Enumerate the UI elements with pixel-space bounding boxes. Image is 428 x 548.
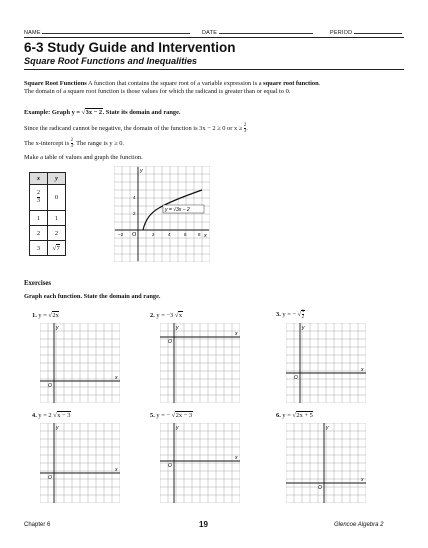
page-subtitle: Square Root Functions and Inequalities — [24, 56, 198, 66]
problem-5-grid — [160, 423, 240, 503]
y-axis-label: y — [56, 425, 59, 431]
problem-2: 2. y = −3 √x — [150, 312, 183, 319]
range-text: . The range is y ≥ 0. — [73, 139, 125, 147]
origin-label: O — [48, 383, 52, 389]
example-graph — [114, 166, 210, 262]
period-label: PERIOD — [330, 30, 353, 36]
row1-x-den: 3 — [37, 198, 40, 204]
table-cell-x: 3 — [30, 241, 48, 256]
problem-3-grid — [286, 323, 366, 403]
values-table — [29, 172, 66, 256]
footer-chapter: Chapter 6 — [24, 522, 51, 528]
table-intro: Make a table of values and graph the function. — [24, 154, 143, 161]
problem-pre: y = −3 — [156, 312, 175, 319]
grid-lines — [40, 323, 120, 403]
header-rule — [24, 37, 404, 38]
problem-radicand: 2x − 3 — [175, 412, 193, 419]
problem-6-grid — [286, 423, 366, 503]
exercises-instruction: Graph each function. State the domain and range. — [24, 293, 161, 300]
problem-5: 5. y = − √2x − 3 — [150, 412, 193, 419]
problem-pre: y = − — [282, 311, 298, 318]
origin-label: O — [318, 485, 322, 491]
problem-radicand: x − 3 — [57, 412, 71, 419]
subtitle-rule — [24, 69, 404, 70]
name-field — [24, 27, 190, 36]
y-tick-label: 2 — [133, 211, 136, 216]
frac-num: 2 — [243, 123, 247, 128]
origin-label: O — [168, 463, 172, 469]
problem-1: 1. y = √2x — [32, 312, 59, 319]
table-row — [30, 226, 66, 241]
date-field — [202, 27, 313, 36]
frac-den: 3 — [243, 129, 247, 134]
table-cell-y: 1 — [48, 211, 66, 226]
domain-text: Since the radicand cannot be negative, the domain of the function is 3x − 2 ≥ 0 or x ≥ — [24, 124, 244, 132]
xint-frac-num: 2 — [70, 138, 74, 143]
problem-4: 4. y = 2 √x − 3 — [32, 412, 71, 419]
y-axis-label: y — [302, 325, 305, 331]
problem-number: 3. — [276, 311, 281, 318]
xint-text: The x-intercept is — [24, 139, 71, 147]
period-field — [330, 27, 402, 36]
x-tick-label: −2 — [118, 232, 124, 237]
row1-x-num: 2 — [37, 190, 40, 196]
intro-term: Square Root Functions — [24, 80, 87, 87]
table-row — [30, 211, 66, 226]
grid-lines — [160, 323, 240, 403]
problem-radicand-den: 2 — [301, 315, 305, 320]
x-tick-label: 8 — [198, 232, 201, 237]
y-axis-label: y — [140, 168, 143, 174]
grid-lines — [286, 423, 366, 503]
example-intercept — [24, 138, 124, 149]
example-graph-label: y = √3x − 2 — [165, 207, 190, 213]
table-header-row — [30, 173, 66, 185]
table-cell-y: √7 — [48, 241, 66, 256]
problem-number: 2. — [150, 312, 155, 319]
example-task: Example: Graph y = √3x − 2. State its domain and range. — [24, 109, 181, 116]
y-axis-label: y — [326, 425, 329, 431]
x-axis-label: x — [204, 233, 207, 239]
problem-pre: y = 2 — [38, 412, 54, 419]
origin-label: O — [48, 475, 52, 481]
x-axis-label: x — [235, 455, 238, 461]
y-axis-label: y — [56, 325, 59, 331]
x-tick-label: 4 — [168, 232, 171, 237]
table-cell-y: 2 — [48, 226, 66, 241]
problem-number: 1. — [32, 312, 37, 319]
problem-radicand: x — [178, 312, 183, 319]
grid-lines — [40, 423, 120, 503]
origin-label: O — [132, 232, 137, 238]
problem-pre: y = — [282, 412, 293, 419]
problem-pre: y = — [38, 312, 49, 319]
intro-bold-term: square root function — [263, 80, 319, 87]
footer-book: Glencoe Algebra 2 — [334, 522, 384, 528]
domain-end: . — [246, 124, 248, 132]
problem-6: 6. y = √2x + 5 — [276, 412, 313, 419]
problem-3: 3. y = − √ $\frac{x}{2}$ — [276, 309, 305, 320]
y-axis-label: y — [176, 425, 179, 431]
problem-number: 4. — [32, 412, 37, 419]
problem-1-grid — [40, 323, 120, 403]
table-header-x: x — [30, 173, 48, 185]
origin-label: O — [168, 339, 172, 345]
row4-y: 7 — [56, 244, 60, 252]
footer-page-number: 19 — [199, 520, 208, 529]
example-task-b: . State its domain and range. — [102, 109, 181, 116]
date-label: DATE — [202, 30, 218, 36]
x-axis-label: x — [361, 477, 364, 483]
table-cell-x — [30, 185, 48, 211]
problem-2-grid — [160, 323, 240, 403]
problem-4-grid — [40, 423, 120, 503]
intro-paragraph — [24, 80, 320, 97]
intro-period: . — [318, 80, 321, 87]
table-row — [30, 241, 66, 256]
example-task-a: Graph y = — [51, 109, 82, 116]
intro-text-2: The domain of a square root function is those values for which the radicand is greater than or equal to 0. — [24, 88, 291, 96]
problem-number: 5. — [150, 412, 155, 419]
x-axis-label: x — [235, 331, 238, 337]
y-axis-label: y — [176, 325, 179, 331]
problem-radicand: 2x + 5 — [296, 412, 313, 419]
problem-number: 6. — [276, 412, 281, 419]
x-axis-label: x — [115, 375, 118, 381]
table-row — [30, 185, 66, 211]
date-line — [219, 27, 313, 34]
page-title: 6-3 Study Guide and Intervention — [24, 40, 236, 55]
table-header-y: y — [48, 173, 66, 185]
table-cell-y: 0 — [48, 185, 66, 211]
x-tick-label: 2 — [152, 232, 155, 237]
example-domain — [24, 123, 248, 134]
y-tick-label: 4 — [133, 195, 136, 200]
name-line — [42, 27, 190, 34]
exercises-heading: Exercises — [24, 280, 52, 287]
grid-lines — [160, 423, 240, 503]
xint-frac-den: 3 — [70, 144, 74, 149]
example-radicand: 3x − 2 — [85, 109, 103, 116]
grid-lines — [286, 323, 366, 403]
x-axis-label: x — [115, 467, 118, 473]
x-tick-label: 6 — [184, 232, 187, 237]
example-label: Example: — [24, 109, 51, 116]
table-cell-x: 2 — [30, 226, 48, 241]
problem-radicand: 2x — [52, 312, 59, 319]
origin-label: O — [294, 375, 298, 381]
name-label: NAME — [24, 30, 41, 36]
problem-radicand-num: x — [301, 309, 305, 314]
period-line — [354, 27, 402, 34]
table-cell-x: 1 — [30, 211, 48, 226]
problem-pre: y = − — [156, 412, 172, 419]
example-grid — [114, 166, 210, 262]
x-axis-label: x — [361, 367, 364, 373]
intro-text: A function that contains the square root of a variable expression is a — [86, 80, 264, 87]
